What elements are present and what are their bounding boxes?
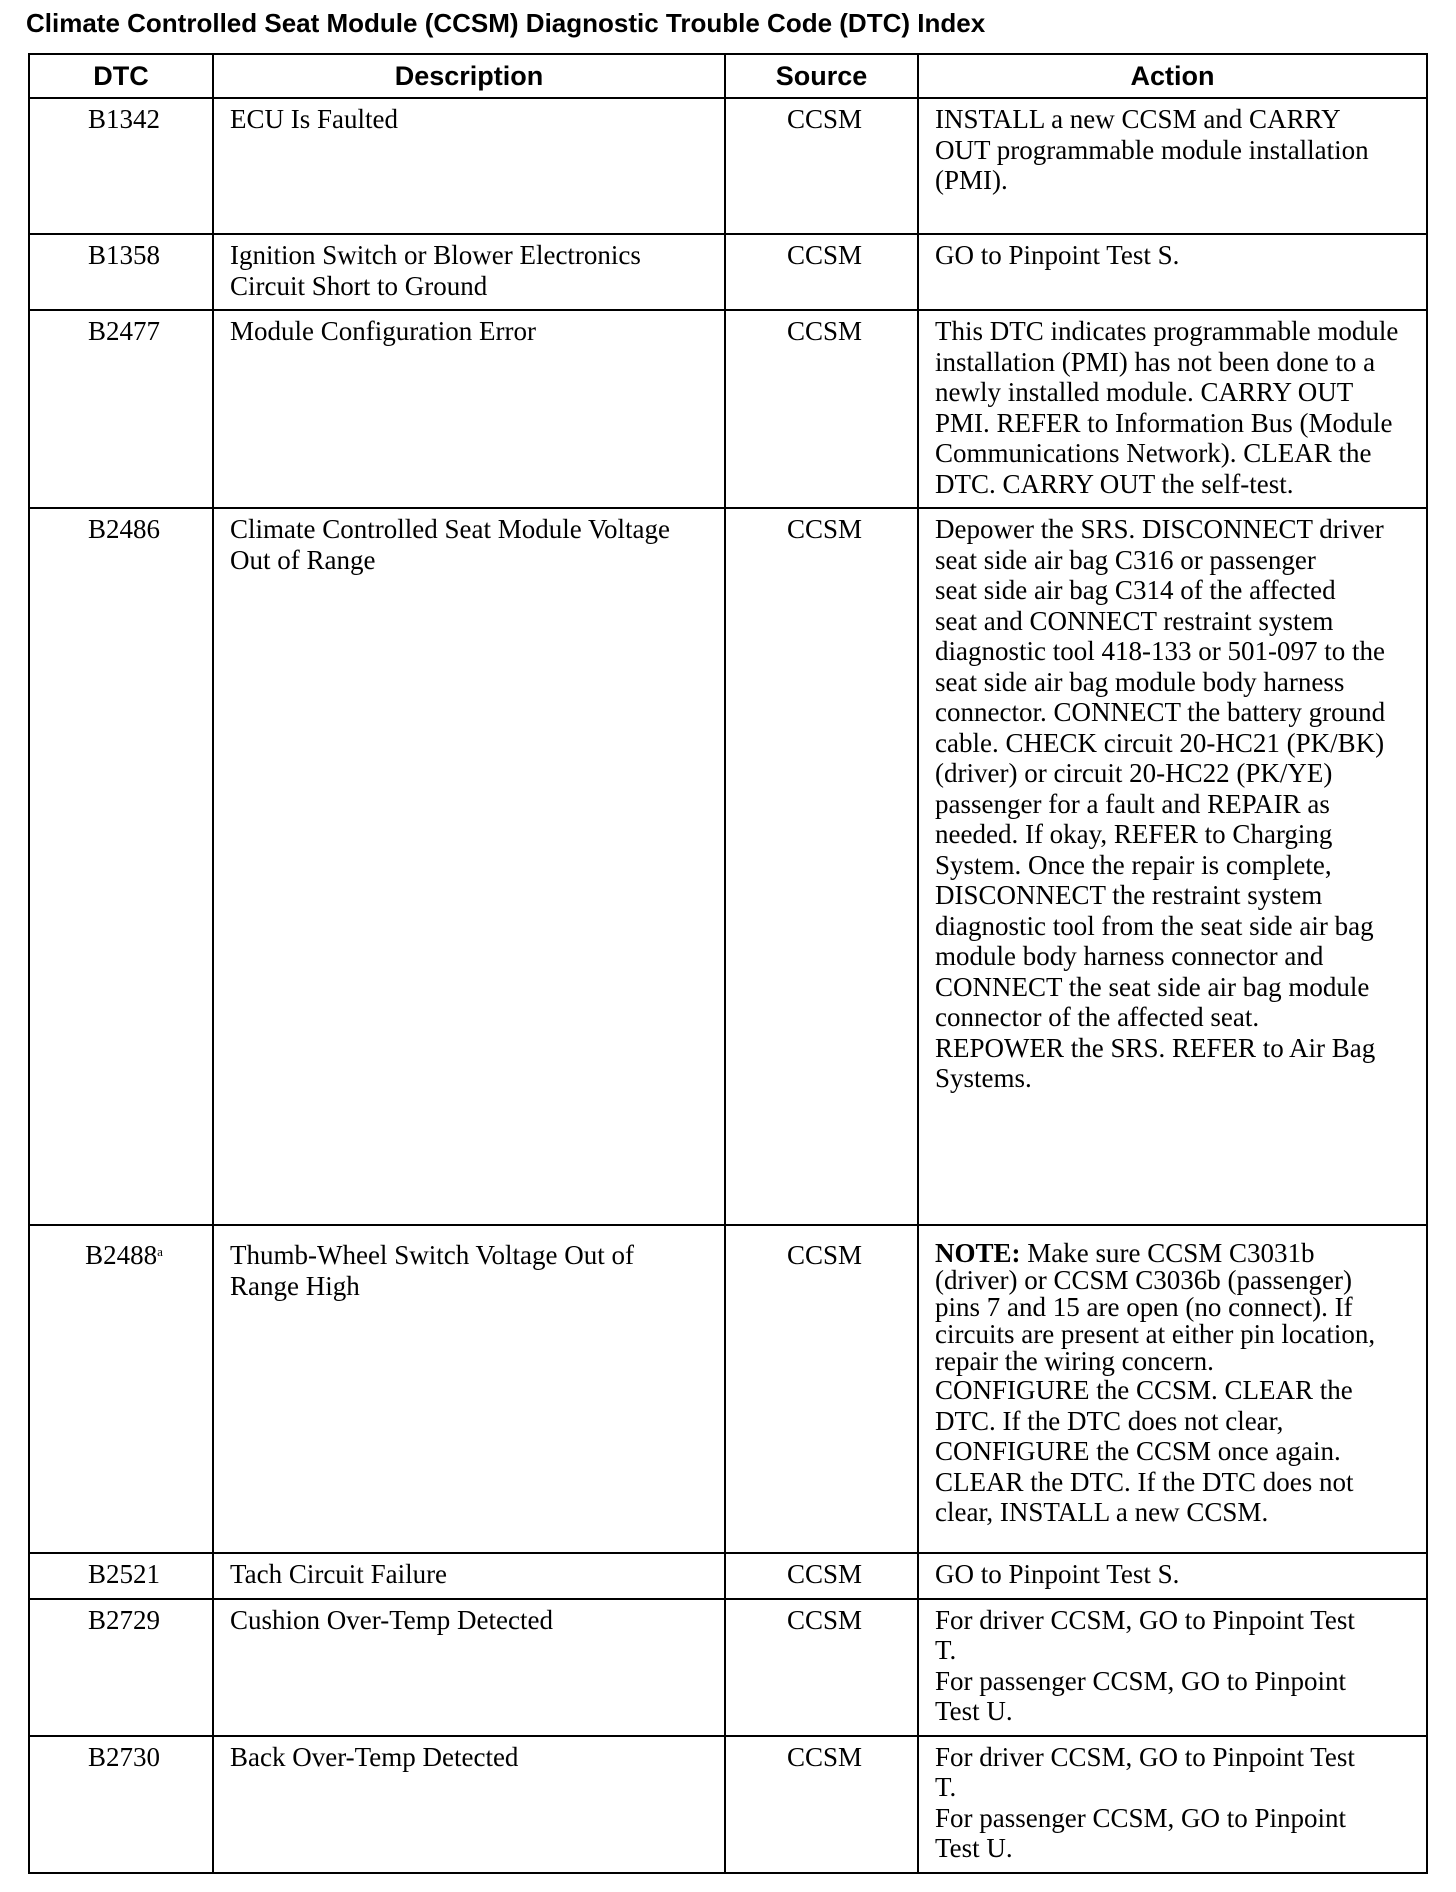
action-line: clear, INSTALL a new CCSM. bbox=[935, 1497, 1269, 1527]
note-text: Make sure CCSM C3031b bbox=[1020, 1238, 1315, 1268]
action-line: DISCONNECT the restraint system bbox=[935, 880, 1323, 910]
action-line: GO to Pinpoint Test S. bbox=[935, 1559, 1180, 1589]
note-line: pins 7 and 15 are open (no connect). If bbox=[935, 1292, 1353, 1322]
dtc-source: CCSM bbox=[725, 234, 918, 310]
dtc-code: B2730 bbox=[29, 1736, 213, 1873]
action-line: DTC. CARRY OUT the self-test. bbox=[935, 468, 1294, 499]
action-line: connector of the affected seat. bbox=[935, 1002, 1260, 1032]
description-line: Ignition Switch or Blower Electronics bbox=[230, 240, 641, 270]
dtc-action bbox=[918, 1225, 1427, 1553]
dtc-index-table bbox=[28, 53, 1428, 1874]
action-line: CLEAR the DTC. If the DTC does not bbox=[935, 1466, 1354, 1497]
action-line: T. bbox=[935, 1635, 957, 1665]
action-line: System. Once the repair is complete, bbox=[935, 849, 1332, 880]
action-line: module body harness connector and bbox=[935, 941, 1324, 971]
dtc-source: CCSM bbox=[725, 1225, 918, 1553]
description-line: ECU Is Faulted bbox=[230, 104, 398, 134]
table-header-row bbox=[29, 54, 1427, 98]
dtc-action bbox=[918, 1553, 1427, 1599]
action-line: seat side air bag module body harness bbox=[935, 666, 1345, 697]
dtc-code: B1342 bbox=[29, 98, 213, 234]
note-line bbox=[935, 1240, 1416, 1267]
action-line: CONNECT the seat side air bag module bbox=[935, 971, 1370, 1002]
dtc-description bbox=[213, 98, 725, 234]
action-line: For passenger CCSM, GO to Pinpoint bbox=[935, 1802, 1347, 1833]
dtc-source: CCSM bbox=[725, 98, 918, 234]
table-row bbox=[29, 98, 1427, 234]
note-line: repair the wiring concern. bbox=[935, 1346, 1214, 1376]
description-line: Module Configuration Error bbox=[230, 316, 536, 346]
column-header-source: Source bbox=[725, 54, 918, 98]
table-row bbox=[29, 508, 1427, 1225]
dtc-action bbox=[918, 234, 1427, 310]
dtc-source: CCSM bbox=[725, 1599, 918, 1736]
action-line: connector. CONNECT the battery ground bbox=[935, 697, 1386, 727]
table-row bbox=[29, 1736, 1427, 1873]
description-line: Out of Range bbox=[230, 544, 376, 575]
page-title: Climate Controlled Seat Module (CCSM) Diagnostic Trouble Code (DTC) Index bbox=[26, 8, 986, 38]
table-row bbox=[29, 234, 1427, 310]
action-line: For driver CCSM, GO to Pinpoint Test bbox=[935, 1604, 1355, 1635]
column-header-action: Action bbox=[918, 54, 1427, 98]
table-row bbox=[29, 1225, 1427, 1553]
action-line: seat side air bag C314 of the affected bbox=[935, 575, 1336, 605]
action-line: DTC. If the DTC does not clear, bbox=[935, 1405, 1284, 1436]
action-line: (driver) or circuit 20-HC22 (PK/YE) bbox=[935, 758, 1333, 788]
dtc-code bbox=[29, 1225, 213, 1553]
action-line: newly installed module. CARRY OUT bbox=[935, 377, 1354, 407]
action-line: seat and CONNECT restraint system bbox=[935, 605, 1334, 636]
action-line: PMI. REFER to Information Bus (Module bbox=[935, 407, 1393, 438]
action-line: diagnostic tool 418-133 or 501-097 to the bbox=[935, 636, 1385, 666]
action-line: This DTC indicates programmable module bbox=[935, 316, 1399, 346]
description-line: Thumb-Wheel Switch Voltage Out of bbox=[230, 1240, 634, 1270]
dtc-description bbox=[213, 234, 725, 310]
description-line: Climate Controlled Seat Module Voltage bbox=[230, 514, 670, 544]
dtc-action bbox=[918, 1736, 1427, 1873]
action-line: diagnostic tool from the seat side air bag bbox=[935, 910, 1374, 941]
dtc-action bbox=[918, 98, 1427, 234]
dtc-description bbox=[213, 508, 725, 1225]
action-line: GO to Pinpoint Test S. bbox=[935, 240, 1180, 270]
action-line: installation (PMI) has not been done to a bbox=[935, 346, 1376, 377]
dtc-description bbox=[213, 1225, 725, 1553]
action-line: (PMI). bbox=[935, 165, 1008, 195]
dtc-description bbox=[213, 1599, 725, 1736]
dtc-source: CCSM bbox=[725, 508, 918, 1225]
dtc-action bbox=[918, 508, 1427, 1225]
action-line: seat side air bag C316 or passenger bbox=[935, 544, 1316, 575]
dtc-source: CCSM bbox=[725, 1553, 918, 1599]
description-line: Back Over-Temp Detected bbox=[230, 1741, 519, 1772]
description-line: Tach Circuit Failure bbox=[230, 1559, 448, 1589]
action-line: OUT programmable module installation bbox=[935, 134, 1369, 165]
description-line: Range High bbox=[230, 1270, 360, 1301]
action-line: passenger for a fault and REPAIR as bbox=[935, 788, 1330, 819]
dtc-action bbox=[918, 1599, 1427, 1736]
description-line: Circuit Short to Ground bbox=[230, 270, 488, 301]
action-line: INSTALL a new CCSM and CARRY bbox=[935, 104, 1341, 134]
action-line: For passenger CCSM, GO to Pinpoint bbox=[935, 1665, 1347, 1696]
table-row bbox=[29, 310, 1427, 508]
dtc-code-text: B2488 bbox=[85, 1240, 158, 1270]
dtc-code: B1358 bbox=[29, 234, 213, 310]
action-line: CONFIGURE the CCSM once again. bbox=[935, 1436, 1341, 1466]
description-line: Cushion Over-Temp Detected bbox=[230, 1604, 553, 1635]
action-line: Systems. bbox=[935, 1063, 1032, 1093]
table-row bbox=[29, 1599, 1427, 1736]
action-line: T. bbox=[935, 1772, 957, 1802]
note-line: (driver) or CCSM C3036b (passenger) bbox=[935, 1265, 1352, 1295]
dtc-description bbox=[213, 310, 725, 508]
dtc-code: B2729 bbox=[29, 1599, 213, 1736]
dtc-source: CCSM bbox=[725, 1736, 918, 1873]
action-line: needed. If okay, REFER to Charging bbox=[935, 819, 1333, 849]
note-label: NOTE: bbox=[935, 1238, 1021, 1268]
action-line: Test U. bbox=[935, 1696, 1013, 1726]
action-line: For driver CCSM, GO to Pinpoint Test bbox=[935, 1741, 1355, 1772]
dtc-description bbox=[213, 1736, 725, 1873]
dtc-code: B2521 bbox=[29, 1553, 213, 1599]
column-header-dtc: DTC bbox=[29, 54, 213, 98]
dtc-code: B2486 bbox=[29, 508, 213, 1225]
action-line: CONFIGURE the CCSM. CLEAR the bbox=[935, 1375, 1353, 1405]
action-line: Depower the SRS. DISCONNECT driver bbox=[935, 514, 1384, 544]
action-line: Communications Network). CLEAR the bbox=[935, 438, 1372, 468]
action-line: Test U. bbox=[935, 1833, 1013, 1863]
dtc-description bbox=[213, 1553, 725, 1599]
column-header-description: Description bbox=[213, 54, 725, 98]
action-line: REPOWER the SRS. REFER to Air Bag bbox=[935, 1032, 1376, 1063]
dtc-source: CCSM bbox=[725, 310, 918, 508]
note-line: circuits are present at either pin location, bbox=[935, 1319, 1376, 1349]
footnote-marker: a bbox=[157, 1244, 163, 1259]
action-line: cable. CHECK circuit 20-HC21 (PK/BK) bbox=[935, 727, 1385, 758]
dtc-code: B2477 bbox=[29, 310, 213, 508]
table-row bbox=[29, 1553, 1427, 1599]
note-block bbox=[935, 1240, 1416, 1375]
dtc-action bbox=[918, 310, 1427, 508]
